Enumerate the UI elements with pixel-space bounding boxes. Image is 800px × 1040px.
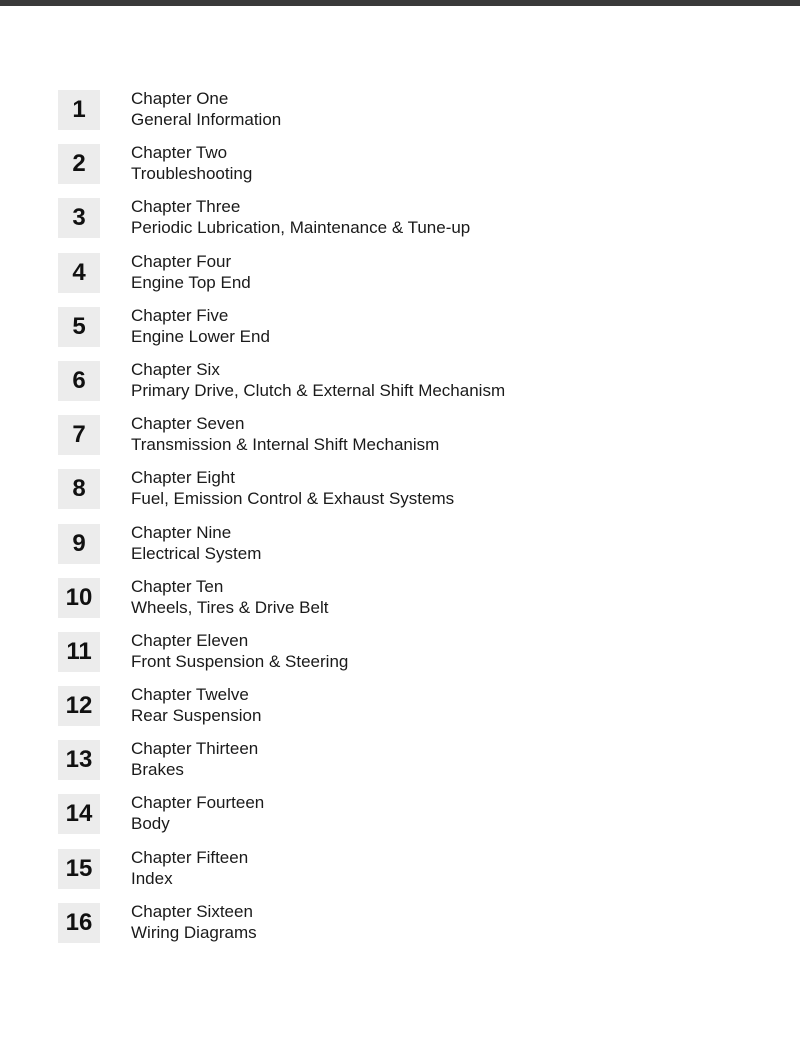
chapter-title: Chapter Thirteen (131, 739, 259, 759)
chapter-subtitle: Brakes (131, 760, 184, 780)
chapter-item[interactable] (58, 576, 758, 630)
chapter-text (131, 359, 505, 401)
chapter-subtitle: Index (131, 868, 173, 888)
chapter-subtitle: Troubleshooting (131, 164, 253, 184)
chapter-title: Chapter Seven (131, 414, 245, 434)
chapter-text (131, 251, 251, 293)
chapter-subtitle: General Information (131, 110, 282, 129)
chapter-number: 12 (58, 686, 100, 726)
chapter-list (58, 88, 758, 955)
chapter-item[interactable] (58, 738, 758, 792)
chapter-subtitle: Fuel, Emission Control & Exhaust Systems (131, 489, 455, 509)
chapter-title: Chapter Three (131, 197, 241, 217)
chapter-item[interactable] (58, 684, 758, 738)
chapter-title: Chapter One (131, 89, 229, 108)
chapter-item[interactable] (58, 305, 758, 359)
chapter-number: 4 (58, 253, 100, 293)
chapter-text (131, 413, 439, 455)
chapter-text (131, 467, 454, 509)
chapter-subtitle: Transmission & Internal Shift Mechanism (131, 435, 440, 455)
chapter-title: Chapter Fourteen (131, 793, 265, 813)
chapter-title: Chapter Two (131, 143, 228, 163)
chapter-item[interactable] (58, 196, 758, 250)
chapter-item[interactable] (58, 847, 758, 901)
chapter-subtitle: Engine Lower End (131, 326, 270, 346)
chapter-title: Chapter Fifteen (131, 847, 249, 867)
chapter-title: Chapter Eleven (131, 630, 249, 650)
chapter-title: Chapter Sixteen (131, 901, 253, 921)
chapter-number: 10 (58, 578, 100, 618)
chapter-text (131, 738, 258, 780)
chapter-subtitle: Wiring Diagrams (131, 922, 257, 942)
chapter-title: Chapter Six (131, 359, 220, 379)
chapter-subtitle: Engine Top End (131, 272, 251, 292)
chapter-number: 1 (58, 90, 100, 130)
chapter-text (131, 522, 261, 564)
chapter-number: 3 (58, 198, 100, 238)
chapter-subtitle: Primary Drive, Clutch & External Shift Mechanism (131, 380, 506, 400)
chapter-subtitle: Body (131, 814, 170, 834)
chapter-text (131, 142, 252, 184)
chapter-text (131, 576, 328, 618)
chapter-text (131, 684, 261, 726)
chapter-text (131, 88, 281, 130)
chapter-item[interactable] (58, 413, 758, 467)
chapter-text (131, 630, 348, 672)
chapter-item[interactable] (58, 142, 758, 196)
chapter-subtitle: Periodic Lubrication, Maintenance & Tune-up (131, 218, 471, 238)
chapter-text (131, 792, 264, 834)
chapter-title: Chapter Twelve (131, 685, 249, 705)
chapter-item[interactable] (58, 792, 758, 846)
chapter-number: 9 (58, 524, 100, 564)
chapter-item[interactable] (58, 359, 758, 413)
chapter-item[interactable] (58, 522, 758, 576)
chapter-number: 6 (58, 361, 100, 401)
chapter-title: Chapter Ten (131, 576, 224, 596)
chapter-item[interactable] (58, 630, 758, 684)
chapter-subtitle: Electrical System (131, 543, 262, 563)
chapter-text (131, 847, 248, 889)
chapter-number: 5 (58, 307, 100, 347)
chapter-number: 13 (58, 740, 100, 780)
chapter-title: Chapter Nine (131, 522, 232, 542)
chapter-subtitle: Front Suspension & Steering (131, 651, 349, 671)
chapter-title: Chapter Eight (131, 468, 235, 488)
chapter-title: Chapter Five (131, 305, 229, 325)
chapter-item[interactable] (58, 901, 758, 955)
chapter-number: 8 (58, 469, 100, 509)
chapter-number: 11 (58, 632, 100, 672)
top-bar (0, 0, 800, 6)
chapter-number: 2 (58, 144, 100, 184)
chapter-text (131, 196, 470, 238)
chapter-number: 16 (58, 903, 100, 943)
chapter-item[interactable] (58, 251, 758, 305)
chapter-number: 15 (58, 849, 100, 889)
chapter-subtitle: Rear Suspension (131, 706, 262, 726)
chapter-number: 14 (58, 794, 100, 834)
chapter-item[interactable] (58, 88, 758, 142)
chapter-number: 7 (58, 415, 100, 455)
chapter-text (131, 305, 270, 347)
chapter-text (131, 901, 257, 943)
chapter-title: Chapter Four (131, 251, 232, 271)
chapter-subtitle: Wheels, Tires & Drive Belt (131, 597, 329, 617)
chapter-item[interactable] (58, 467, 758, 521)
